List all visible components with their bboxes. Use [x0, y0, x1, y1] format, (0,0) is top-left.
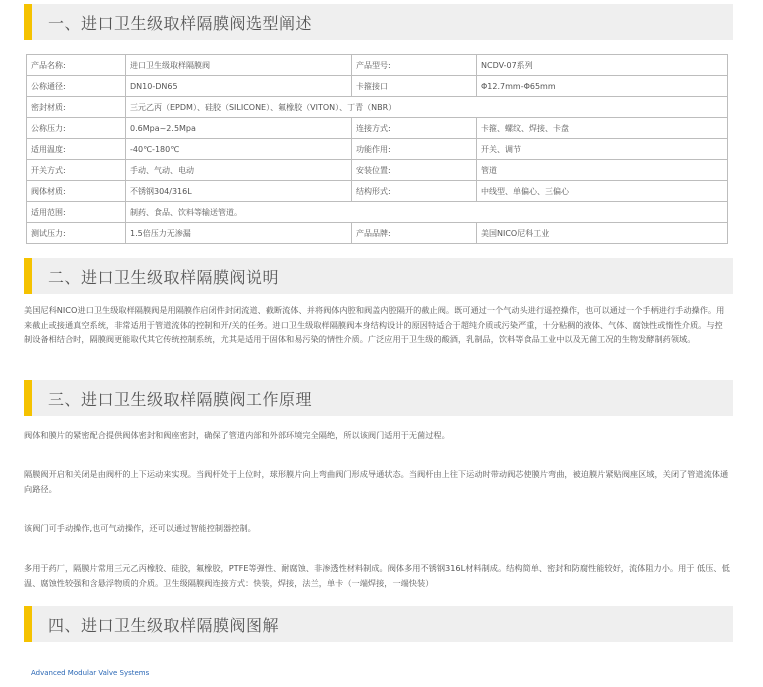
spec-label: 结构形式: — [352, 181, 477, 202]
section-header-description — [24, 258, 733, 294]
section-header-principle — [24, 380, 733, 416]
spec-value: NCDV-07系列 — [477, 55, 728, 76]
principle-paragraph: 阀体和膜片的紧密配合提供阀体密封和阀座密封，确保了管道内部和外部环境完全隔绝，所以该阀门适用于无菌过程。 — [24, 430, 450, 440]
spec-value: DN10-DN65 — [126, 76, 352, 97]
principle-paragraph: 多用于药厂，隔膜片常用三元乙丙橡胶、硅胶，氟橡胶，PTFE等弹性、耐腐蚀、非渗透性材料制成。阀体多用不锈钢316L材料制成。结构简单、密封和防腐性能较好，流体阻力小。用于 低压、低温、腐蚀性较强和含悬浮物质的介质。卫生级隔膜阀连接方式：快装，焊接，法兰，单卡（一端焊接，一端快装） — [24, 563, 730, 588]
spec-label: 安装位置: — [352, 160, 477, 181]
spec-label: 产品品牌: — [352, 223, 477, 244]
spec-label: 产品型号: — [352, 55, 477, 76]
principle-paragraph: 该阀门可手动操作,也可气动操作，还可以通过智能控制器控制。 — [24, 523, 256, 533]
accent-bar — [24, 380, 32, 416]
spec-label: 卡箍接口 — [352, 76, 477, 97]
section-header-diagram — [24, 606, 733, 642]
spec-value: 管道 — [477, 160, 728, 181]
table-row — [27, 139, 728, 160]
spec-value: 手动、气动、电动 — [126, 160, 352, 181]
section-title: 四、进口卫生级取样隔膜阀图解 — [48, 615, 280, 635]
spec-value: 1.5倍压力无渗漏 — [126, 223, 352, 244]
spec-label: 适用范围: — [27, 202, 126, 223]
spec-value: 不锈钢304/316L — [126, 181, 352, 202]
section-title: 二、进口卫生级取样隔膜阀说明 — [48, 267, 280, 287]
table-row — [27, 118, 728, 139]
spec-label: 连接方式: — [352, 118, 477, 139]
spec-label: 开关方式: — [27, 160, 126, 181]
spec-label: 产品名称: — [27, 55, 126, 76]
section-title: 一、进口卫生级取样隔膜阀选型阐述 — [48, 13, 313, 33]
spec-label: 阀体材质: — [27, 181, 126, 202]
spec-value: 卡箍、螺纹、焊接、卡盘 — [477, 118, 728, 139]
table-row — [27, 76, 728, 97]
table-row — [27, 181, 728, 202]
accent-bar — [24, 258, 32, 294]
principle-paragraph: 隔膜阀开启和关闭是由阀杆的上下运动来实现。当阀杆处于上位时，球形膜片向上弯曲阀门形成导通状态。当阀杆由上往下运动时带动阀芯使膜片弯曲，被迫膜片紧贴阀座区域，关闭了管道流体通向路径。 — [24, 469, 729, 494]
section-header-selection — [24, 4, 733, 40]
spec-value: 0.6Mpa~2.5Mpa — [126, 118, 352, 139]
spec-label: 功能作用: — [352, 139, 477, 160]
spec-value: Φ12.7mm-Φ65mm — [477, 76, 728, 97]
spec-value: 三元乙丙（EPDM）、硅胶（SILICONE）、氟橡胶（VITON）、丁青（NBR） — [126, 97, 728, 118]
spec-value: 开关、调节 — [477, 139, 728, 160]
diagram-logo-text: Advanced Modular Valve Systems — [31, 669, 150, 677]
spec-value: 进口卫生级取样隔膜阀 — [126, 55, 352, 76]
spec-value: 中线型、单偏心、三偏心 — [477, 181, 728, 202]
spec-value: 美国NICO尼科工业 — [477, 223, 728, 244]
table-row — [27, 202, 728, 223]
table-row — [27, 97, 728, 118]
table-row — [27, 223, 728, 244]
spec-label: 公称通径: — [27, 76, 126, 97]
accent-bar — [24, 606, 32, 642]
description-paragraph: 美国尼科NICO进口卫生级取样隔膜阀是用隔膜作启闭件封闭流道、截断流体、并将阀体内腔和阀盖内腔隔开的截止阀。既可通过一个气动头进行遥控操作，也可以通过一个手柄进行手动操作。用来截止或接通真空系统，非常适用于管道流体的控制和开/关的任务。进口卫生级取样隔膜阀本身结构设计的原因特适合于超纯介质或污染严重，十分粘稠的液体、气体、腐蚀性或惰性介质。与控制设备相结合时，隔膜阀更能取代其它传统控制系统，尤其是适用于固体和易污染的情性介质。广泛应用于卫生级的酸酒，乳制品，饮料等食品工业中以及无菌工况的生物发酵制药领域。 — [24, 305, 725, 344]
spec-label: 密封材质: — [27, 97, 126, 118]
spec-value: -40℃-180℃ — [126, 139, 352, 160]
table-row — [27, 160, 728, 181]
spec-label: 公称压力: — [27, 118, 126, 139]
section-title: 三、进口卫生级取样隔膜阀工作原理 — [48, 389, 313, 409]
spec-label: 测试压力: — [27, 223, 126, 244]
spec-value: 制药、食品、饮料等输送管道。 — [126, 202, 728, 223]
accent-bar — [24, 4, 32, 40]
spec-table — [26, 54, 728, 244]
spec-label: 适用温度: — [27, 139, 126, 160]
table-row — [27, 55, 728, 76]
